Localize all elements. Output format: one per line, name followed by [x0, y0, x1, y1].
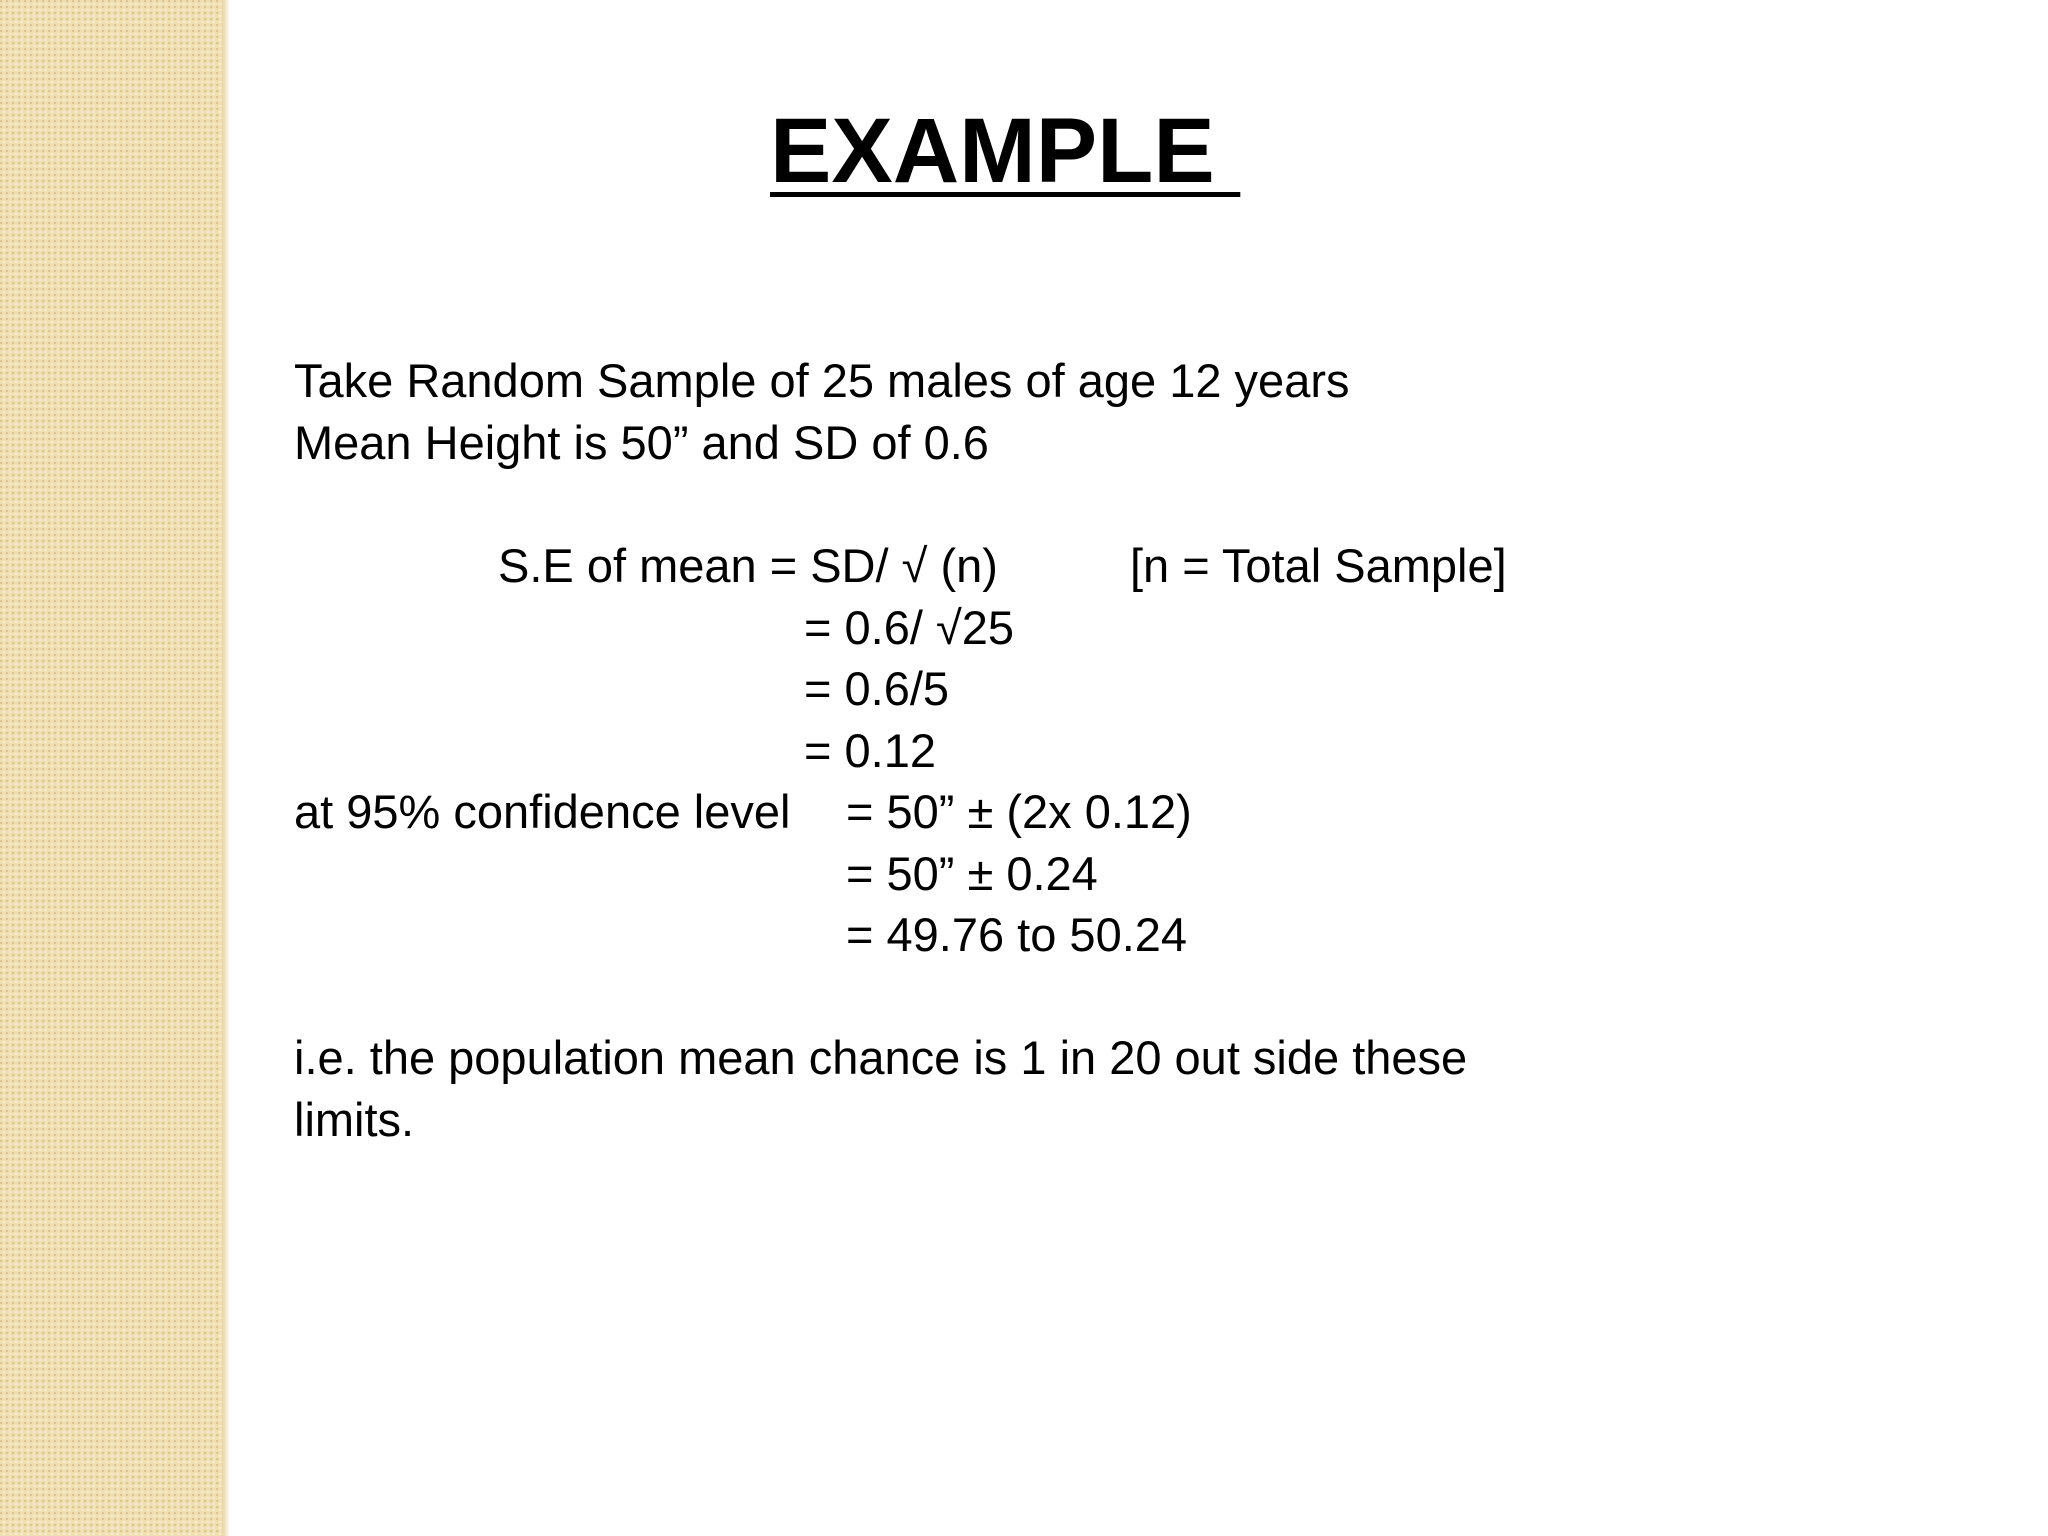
decorative-side-band [0, 0, 222, 1536]
slide-title: EXAMPLE [770, 100, 1241, 202]
conclusion-line-1: i.e. the population mean chance is 1 in 20 out side these [294, 1031, 1468, 1084]
se-step-1: = 0.6/ √25 [804, 601, 1015, 654]
side-band-edge [222, 0, 230, 1536]
intro-line-1: Take Random Sample of 25 males of age 12 years [294, 354, 1350, 407]
conclusion-line-2: limits. [294, 1093, 415, 1146]
se-formula: S.E of mean = SD/ √ (n) [498, 539, 998, 592]
se-step-3: = 0.12 [804, 724, 936, 777]
intro-line-2: Mean Height is 50” and SD of 0.6 [294, 416, 989, 469]
ci-step-3: = 49.76 to 50.24 [846, 908, 1188, 961]
se-note: [n = Total Sample] [1130, 539, 1507, 592]
ci-label: at 95% confidence level [294, 785, 791, 838]
ci-step-2: = 50” ± 0.24 [846, 847, 1098, 900]
se-step-2: = 0.6/5 [804, 662, 950, 715]
ci-step-1: = 50” ± (2x 0.12) [846, 785, 1192, 838]
